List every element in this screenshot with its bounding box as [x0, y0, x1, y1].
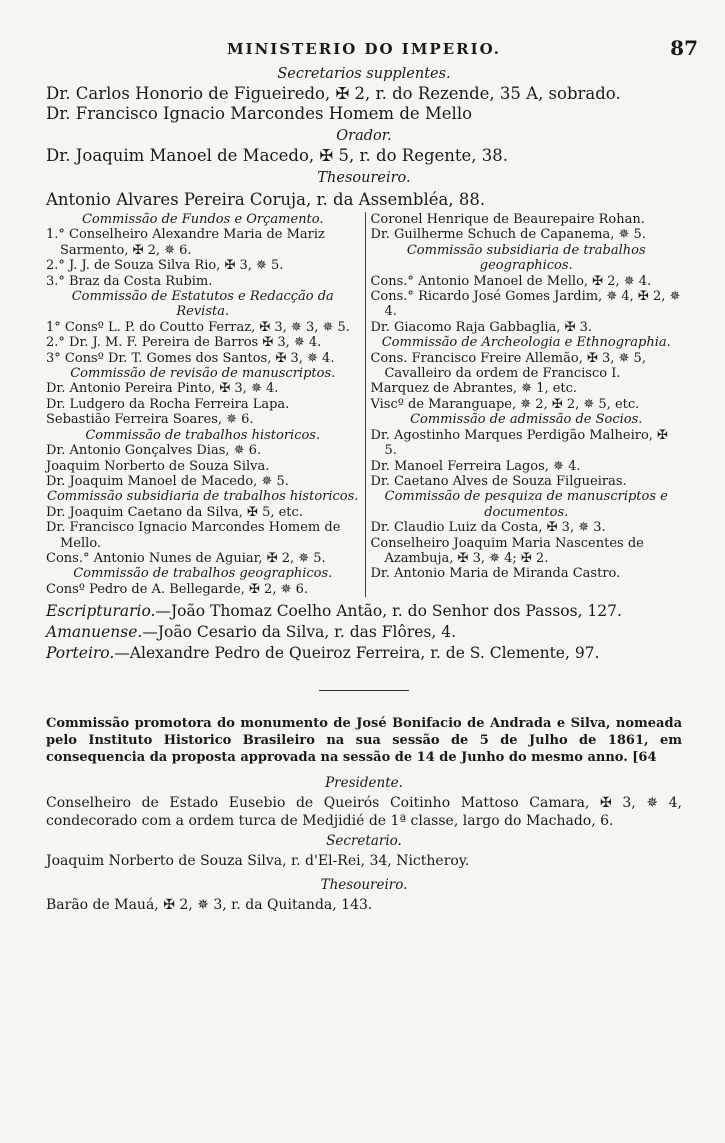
left-column: [46, 212, 365, 597]
member-entry: Dr. Giacomo Raja Gabbaglia, ✠ 3.: [370, 319, 593, 335]
member-entry: Cons.° Antonio Nunes de Aguiar, ✠ 2, ✵ 5.: [46, 550, 326, 566]
tesoureiro-line: Antonio Alvares Pereira Coruja, r. da Assembléa, 88.: [46, 190, 486, 209]
presidente-heading: Presidente.: [325, 775, 403, 792]
staff-text: —João Thomaz Coelho Antão, r. do Senhor dos Passos, 127.: [155, 602, 622, 621]
staff-role: Escripturario.: [46, 602, 156, 621]
commission-heading: Commissão de Estatutos e Redacção da Revista.: [71, 289, 334, 320]
member-entry: Cons.° Antonio Manoel de Mello, ✠ 2, ✵ 4.: [370, 273, 652, 289]
section-divider: [319, 690, 409, 691]
secretario-line-1: Dr. Carlos Honorio de Figueiredo, ✠ 2, r. do Rezende, 35 A, sobrado.: [46, 84, 621, 103]
staff-text: —João Cesario da Silva, r. das Flôres, 4.: [142, 623, 457, 642]
member-entry: 3.° Braz da Costa Rubim.: [46, 273, 213, 289]
member-entry: Cons. Francisco Freire Allemão, ✠ 3, ✵ 5, Cavalleiro da ordem de Francisco I.: [370, 350, 646, 382]
commission-heading: Commissão de admissão de Socios.: [410, 412, 643, 428]
member-entry: Coronel Henrique de Beaurepaire Rohan.: [370, 212, 645, 227]
member-entry: Dr. Francisco Ignacio Marcondes Homem de Mello.: [46, 520, 341, 551]
commission-heading: Commissão subsidiaria de trabalhos geographicos.: [406, 242, 646, 274]
staff-text: —Alexandre Pedro de Queiroz Ferreira, r. de S. Clemente, 97.: [114, 644, 600, 663]
member-entry: Sebastião Ferreira Soares, ✵ 6.: [46, 412, 254, 428]
secretario2-text: Joaquim Norberto de Souza Silva, r. d'El-Rei, 34, Nictheroy.: [46, 853, 470, 870]
commission-heading: Commissão de Archeologia e Ethnographia.: [381, 335, 671, 351]
member-entry: 3° Consº Dr. T. Gomes dos Santos, ✠ 3, ✵ 4.: [46, 350, 335, 366]
member-entry: 1.° Conselheiro Alexandre Maria de Mariz Sarmento, ✠ 2, ✵ 6.: [46, 227, 325, 258]
staff-role: Amanuense.: [46, 623, 143, 642]
member-entry: Joaquim Norberto de Souza Silva.: [46, 458, 270, 474]
secretario2-heading: Secretario.: [326, 833, 402, 850]
member-entry: Dr. Antonio Maria de Miranda Castro.: [370, 566, 621, 582]
member-entry: Cons.° Ricardo José Gomes Jardim, ✵ 4, ✠ 2, ✵ 4.: [370, 289, 681, 320]
commission-heading: Commissão de trabalhos geographicos.: [73, 566, 333, 582]
secretario-line-2: Dr. Francisco Ignacio Marcondes Homem de Mello: [46, 104, 473, 123]
member-entry: Dr. Caetano Alves de Souza Filgueiras.: [370, 473, 627, 489]
orador-line: Dr. Joaquim Manoel de Macedo, ✠ 5, r. do Regente, 38.: [46, 146, 509, 165]
member-entry: 1° Consº L. P. do Coutto Ferraz, ✠ 3, ✵ 3, ✵ 5.: [46, 319, 350, 335]
member-entry: Dr. Claudio Luiz da Costa, ✠ 3, ✵ 3.: [370, 520, 606, 536]
secretarios-heading: Secretarios supplentes.: [277, 66, 451, 82]
commissao-members: [46, 774, 682, 914]
commission-heading: Commissão subsidiaria de trabalhos historicos.: [47, 489, 359, 505]
staff-porteiro: [46, 643, 682, 664]
tesoureiro2-heading: Thesoureiro.: [320, 877, 408, 894]
tesoureiro-heading: Thesoureiro.: [317, 170, 411, 186]
member-entry: Dr. Guilherme Schuch de Capanema, ✵ 5.: [370, 227, 646, 243]
member-entry: Dr. Agostinho Marques Perdigão Malheiro, ✠ 5.: [370, 427, 668, 459]
page-number: 87: [670, 36, 698, 60]
commission-heading: Commissão de Fundos e Orçamento.: [81, 212, 324, 227]
member-entry: Conselheiro Joaquim Maria Nascentes de Azambuja, ✠ 3, ✵ 4; ✠ 2.: [370, 535, 644, 566]
commissao-intro: Commissão promotora do monumento de José Bonifacio de Andrada e Silva, nomeada pelo Instituto Historico Brasileiro na sua sessão de 5 de Julho de 1861, em consequencia da proposta approvada na sessão de 14 de Junho do mesmo anno. [64: [46, 716, 682, 766]
orador-heading: Orador.: [336, 128, 392, 144]
member-entry: Dr. Manoel Ferreira Lagos, ✵ 4.: [370, 458, 581, 474]
commission-heading: Commissão de revisão de manuscriptos.: [70, 366, 336, 382]
commission-heading: Commissão de trabalhos historicos.: [85, 427, 321, 443]
member-entry: Dr. Ludgero da Rocha Ferreira Lapa.: [46, 396, 290, 412]
staff-escripturario: [46, 601, 682, 622]
commissions-two-column: [46, 212, 682, 597]
member-entry: Dr. Joaquim Caetano da Silva, ✠ 5, etc.: [46, 504, 303, 520]
member-entry: Dr. Joaquim Manoel de Macedo, ✵ 5.: [46, 473, 289, 489]
member-entry: Dr. Antonio Gonçalves Dias, ✵ 6.: [46, 443, 262, 459]
member-entry: 2.° Dr. J. M. F. Pereira de Barros ✠ 3, ✵ 4.: [46, 335, 322, 351]
document-page: [46, 36, 698, 914]
member-entry: Consº Pedro de A. Bellegarde, ✠ 2, ✵ 6.: [46, 581, 309, 597]
page-header: [46, 36, 698, 64]
member-entry: Viscº de Maranguape, ✵ 2, ✠ 2, ✵ 5, etc.: [370, 396, 640, 412]
member-entry: Marquez de Abrantes, ✵ 1, etc.: [370, 381, 578, 397]
commission-heading: Commissão de pesquiza de manuscriptos e documentos.: [384, 489, 668, 520]
staff-role: Porteiro.: [46, 644, 115, 663]
member-entry: Dr. Antonio Pereira Pinto, ✠ 3, ✵ 4.: [46, 381, 279, 397]
right-column: [365, 212, 682, 597]
presidente-text: Conselheiro de Estado Eusebio de Queirós Coitinho Mattoso Camara, ✠ 3, ✵ 4, condecorado com a ordem turca de Medjidié de 1ª classe, largo do Machado, 6.: [46, 795, 682, 830]
tesoureiro2-text: Barão de Mauá, ✠ 2, ✵ 3, r. da Quitanda, 143.: [46, 897, 373, 914]
running-title: MINISTERIO DO IMPERIO.: [226, 40, 502, 58]
staff-amanuense: [46, 622, 682, 643]
member-entry: 2.° J. J. de Souza Silva Rio, ✠ 3, ✵ 5.: [46, 258, 284, 274]
